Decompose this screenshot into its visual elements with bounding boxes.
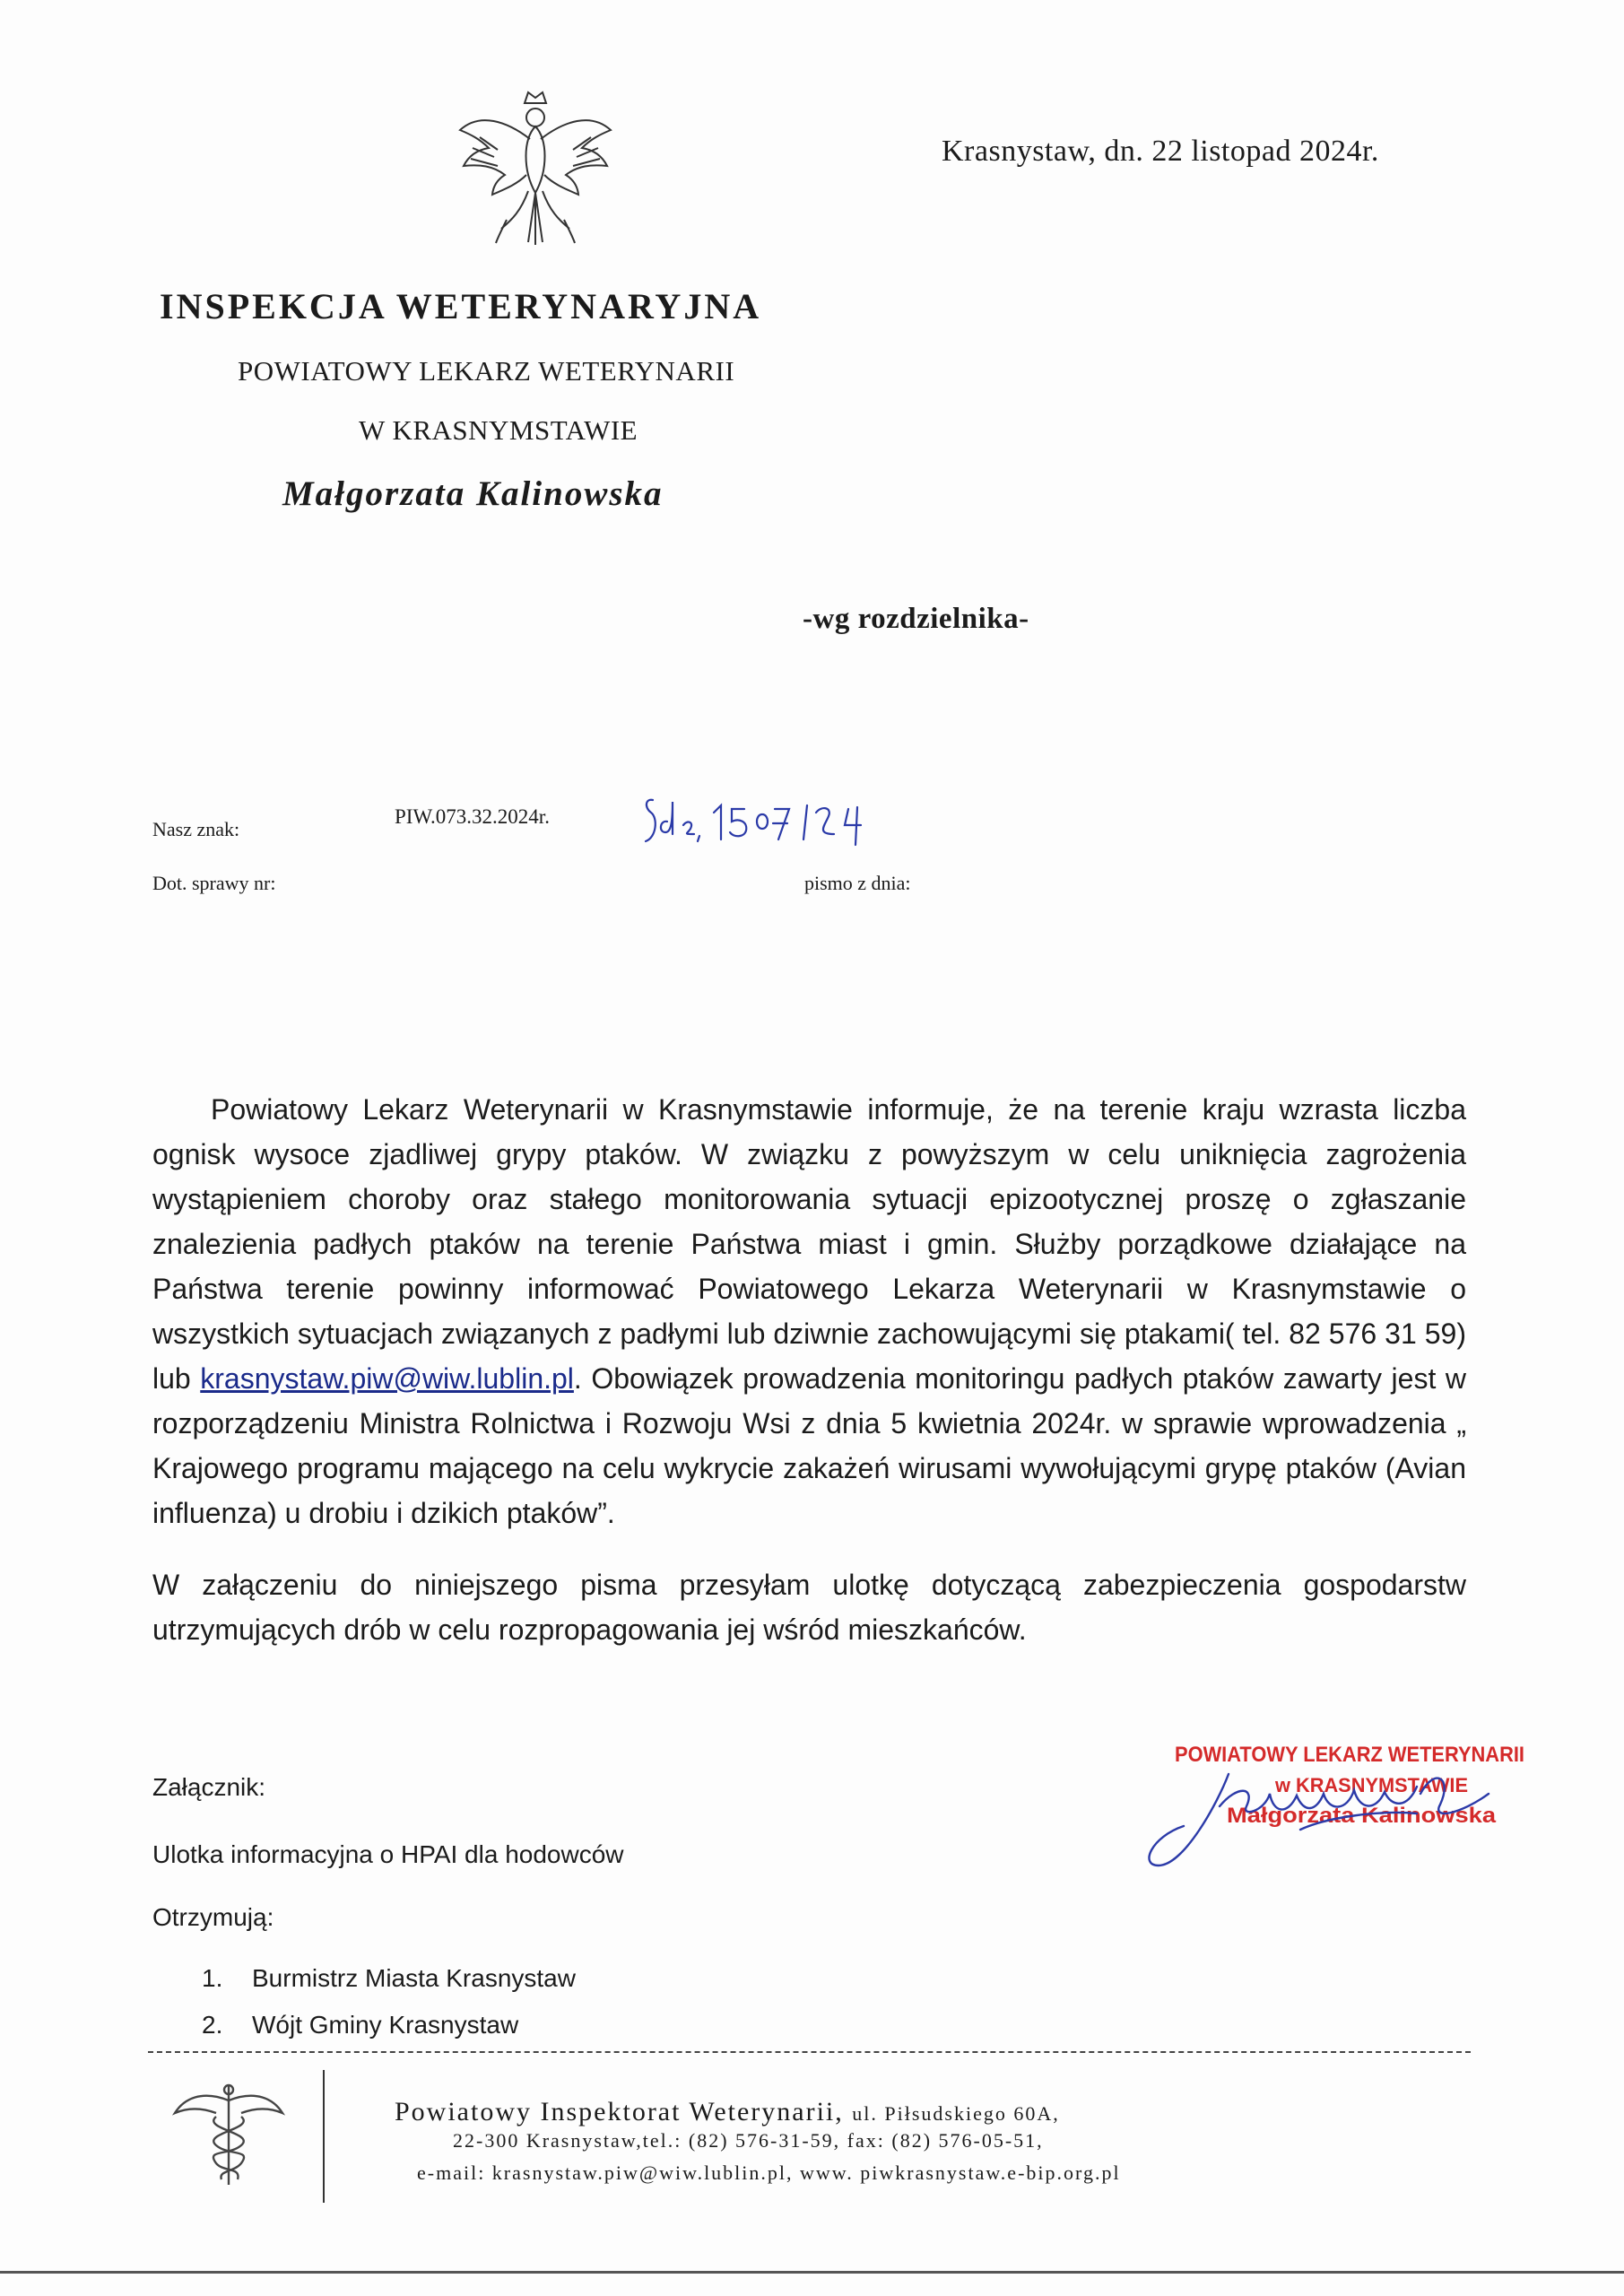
footer-divider [323,2070,325,2203]
polish-eagle-icon [453,85,619,256]
caduceus-icon [166,2081,291,2188]
letter-body [152,1087,1466,1652]
stamp-line-1: POWIATOWY LEKARZ WETERYNARII [1175,1743,1524,1767]
page-bottom-edge [0,2271,1624,2274]
agency-name: INSPEKCJA WETERYNARYJNA [160,286,762,326]
body-paragraph-2: W załączeniu do niniejszego pisma przesyłam ulotkę dotyczącą zabezpieczenia gospodarstw utrzymujących drób w celu rozpropagowania jej wśród mieszkańców. [152,1569,1466,1646]
footer-separator [148,2051,1471,2053]
official-name: Małgorzata Kalinowska [282,474,664,513]
list-item: 2. Wójt Gminy Krasnystaw [202,2011,519,2039]
case-number-label: Dot. sprawy nr: [152,872,276,894]
attachment-item: Ulotka informacyjna o HPAI dla hodowców [152,1840,624,1868]
footer-address-line-1 [395,2097,1060,2127]
handwritten-reference [637,782,879,854]
footer-street: ul. Piłsudskiego 60A, [852,2102,1060,2125]
attachment-label: Załącznik: [152,1773,266,1801]
recipient-line: -wg rozdzielnika- [803,603,1029,635]
stamp-line-2: w KRASNYMSTAWIE [1274,1774,1468,1796]
list-item: 1. Burmistrz Miasta Krasnystaw [202,1964,576,1992]
recipients-label: Otrzymują: [152,1903,274,1931]
footer-address-line-2: 22-300 Krasnystaw,tel.: (82) 576-31-59, fax: (82) 576-05-51, [453,2129,1044,2152]
recipients-list [202,1964,576,2057]
footer-contact-line: e-mail: krasnystaw.piw@wiw.lublin.pl, www. piwkrasnystaw.e-bip.org.pl [417,2161,1121,2184]
our-ref-value: PIW.073.32.2024r. [395,805,550,828]
office-location: W KRASNYMSTAWIE [359,414,638,446]
our-ref-label: Nasz znak: [152,818,240,840]
office-title: POWIATOWY LEKARZ WETERYNARII [238,355,735,387]
email-link[interactable]: krasnystaw.piw@wiw.lublin.pl [200,1362,574,1395]
letter-date-label: pismo z dnia: [804,872,911,894]
stamp-line-3: Małgorzata Kalinowska [1227,1804,1497,1828]
official-stamp [1112,1731,1533,1892]
footer-org-name: Powiatowy Inspektorat Weterynarii, [395,2097,844,2126]
body-paragraph-1: Powiatowy Lekarz Weterynarii w Krasnymstawie informuje, że na terenie kraju wzrasta liczba ognisk wysoce zjadliwej grypy ptaków. W związku z powyższym w celu uniknięcia zagrożenia wystąpieniem choroby oraz stałego monitorowania sytuacji epizootycznej proszę o zgłaszanie znalezienia padłych ptaków na terenie Państwa miast i gmin. Służby porządkowe działające na Państwa terenie powinny informować Powiatowego Lekarza Weterynarii w Krasnymstawie o wszystkich sytuacjach związanych z padłymi lub dziwnie zachowującymi się ptakami( tel. 82 576 31 59) lub krasnystaw.piw@wiw.lublin.pl. Obowiązek prowadzenia monitoringu padłych ptaków zawarty jest w rozporządzeniu Ministra Rolnictwa i Rozwoju Wsi z dnia 5 kwietnia 2024r. w sprawie wprowadzenia „ Krajowego programu mającego na celu wykrycie zakażeń wirusami wywołującymi grypę ptaków (Avian influenza) u drobiu i dzikich ptaków”. [152,1093,1467,1529]
letter-date: Krasnystaw, dn. 22 listopad 2024r. [942,135,1379,168]
